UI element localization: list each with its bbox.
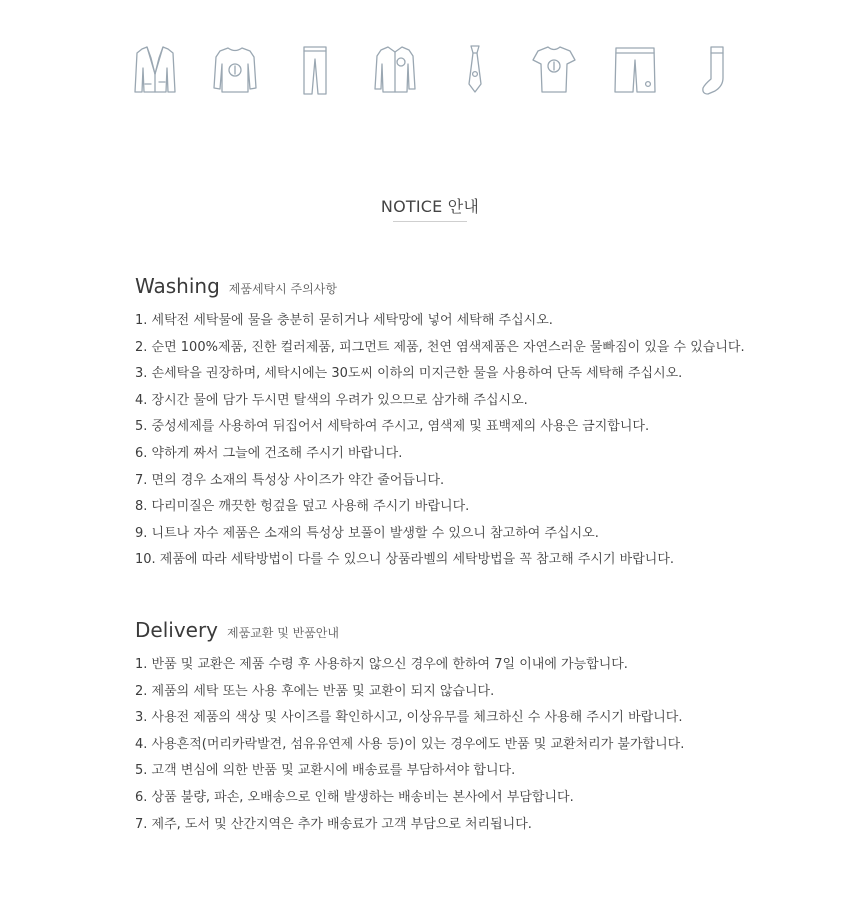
washing-section [135,274,835,574]
list-item: 3. 사용전 제품의 색상 및 사이즈를 확인하시고, 이상유무를 체크하신 수 사용해 주시기 바랍니다. [135,710,683,726]
list-item: 4. 장시간 물에 담가 두시면 탈색의 우려가 있으므로 삼가해 주십시오. [135,392,528,408]
list-item: 1. 세탁전 세탁물에 물을 충분히 묻히거나 세탁망에 넣어 세탁해 주십시오. [135,313,553,328]
list-item: 9. 니트나 자수 제품은 소재의 특성상 보풀이 발생할 수 있으니 참고하여 주십시오. [135,525,599,541]
washing-header [135,274,835,304]
list-item: 7. 면의 경우 소재의 특성상 사이즈가 약간 줄어듭니다. [135,472,445,488]
delivery-list [135,652,835,838]
tshirt-icon [532,44,576,96]
list-item: 6. 약하게 짜서 그늘에 건조해 주시기 바랍니다. [135,445,403,461]
sock-icon [700,44,730,96]
list-item: 10. 제품에 따라 세탁방법이 다를 수 있으니 상품라벨의 세탁방법을 꼭 참고해 주시기 바랍니다. [135,552,675,568]
shorts-icon [614,44,656,96]
shirt-icon [374,44,416,96]
delivery-subtitle: 제품교환 및 반품안내 [227,626,339,640]
list-item: 8. 다리미질은 깨끗한 헝겊을 덮고 사용해 주시기 바랍니다. [135,499,470,515]
sweatshirt-icon [212,44,258,96]
notice-title: NOTICE 안내 [380,197,480,216]
delivery-header [135,618,835,648]
notice-divider [393,221,467,222]
list-item: 2. 제품의 세탁 또는 사용 후에는 반품 및 교환이 되지 않습니다. [135,683,495,699]
list-item: 5. 고객 변심에 의한 반품 및 교환시에 배송료를 부담하셔야 합니다. [135,763,516,779]
garment-icon-row [128,44,734,100]
list-item: 1. 반품 및 교환은 제품 수령 후 사용하지 않으신 경우에 한하여 7일 이내에 가능합니다. [135,657,628,672]
washing-list [135,308,835,574]
list-item: 6. 상품 불량, 파손, 오배송으로 인해 발생하는 배송비는 본사에서 부담합니다. [135,789,574,805]
list-item: 2. 순면 100%제품, 진한 컬러제품, 피그먼트 제품, 천연 염색제품은 자연스러운 물빠짐이 있을 수 있습니다. [135,339,745,355]
list-item: 4. 사용흔적(머리카락발견, 섬유유연제 사용 등)이 있는 경우에도 반품 및 교환처리가 불가합니다. [135,736,685,752]
jacket-icon [134,44,176,96]
washing-title: Washing [135,274,220,298]
tie-icon [466,44,484,96]
list-item: 3. 손세탁을 권장하며, 세탁시에는 30도씨 이하의 미지근한 물을 사용하여 단독 세탁해 주십시오. [135,366,683,382]
list-item: 5. 중성세제를 사용하여 뒤집어서 세탁하여 주시고, 염색제 및 표백제의 사용은 금지합니다. [135,419,650,435]
delivery-title: Delivery [135,618,219,642]
washing-subtitle: 제품세탁시 주의사항 [228,282,337,296]
list-item: 7. 제주, 도서 및 산간지역은 추가 배송료가 고객 부담으로 처리됩니다. [135,816,532,832]
delivery-section [135,618,835,838]
pants-icon [302,44,328,96]
